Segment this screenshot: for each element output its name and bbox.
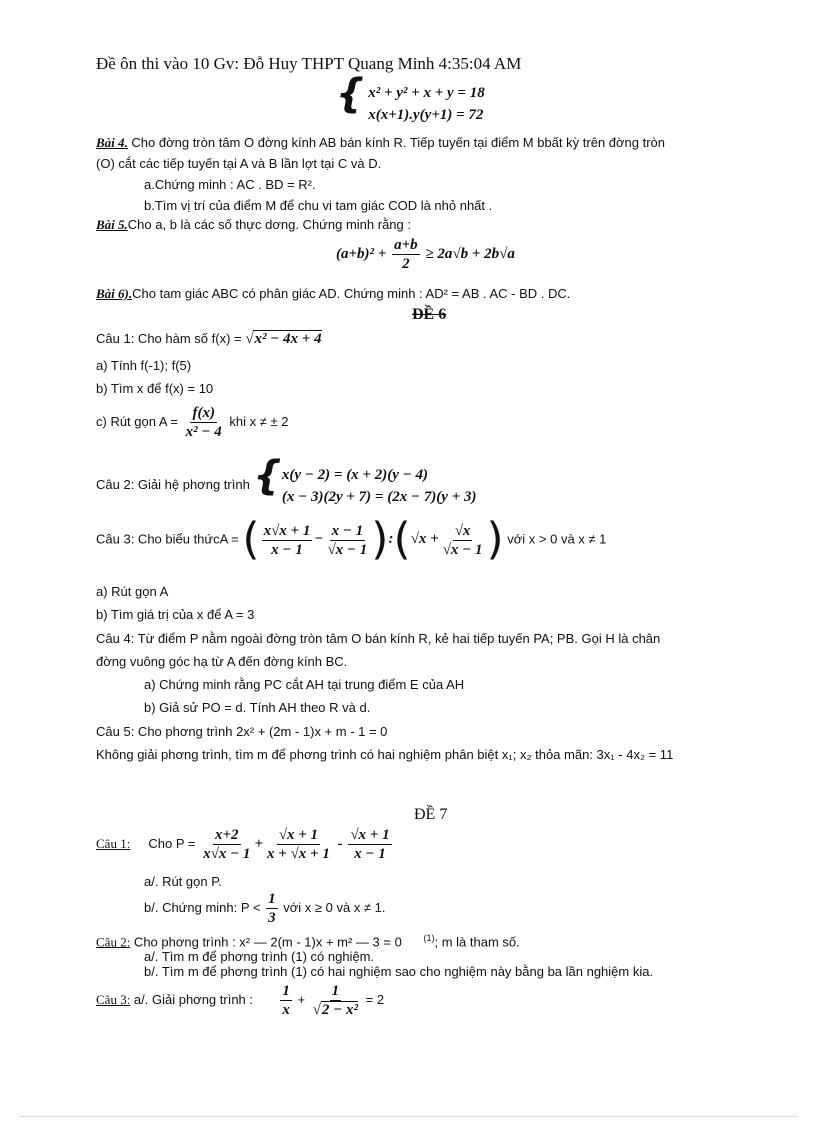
bai5-line: Bài 5.Cho a, b là các số thực dơng. Chứng minh rằng : xyxy=(96,217,411,232)
cau1-function: x² − 4x + 4 xyxy=(254,331,322,347)
top-equation-system: { x² + y² + x + y = 18 x(x+1).y(y+1) = 72 xyxy=(336,74,485,126)
bai4-line1: Bài 4. Cho đờng tròn tâm O đờng kính AB bán kính R. Tiếp tuyến tại điểm M bbất kỳ trên đờng tròn xyxy=(96,135,665,150)
de6-cau5: Câu 5: Cho phơng trình 2x² + (2m - 1)x + m - 1 = 0 xyxy=(96,724,388,739)
de7-cau2-a: a/. Tìm m để phơng trình (1) có nghiệm. xyxy=(144,949,375,964)
de6-cau4-b: b) Giả sử PO = d. Tính AH theo R và d. xyxy=(144,700,371,715)
cau2-eq-1: x(y − 2) = (x + 2)(y − 4) xyxy=(281,466,428,483)
de6-cau4-line2: đờng vuông góc hạ từ A đến đờng kính BC. xyxy=(96,654,348,669)
de6-cau3: Câu 3: Cho biểu thứcA = ( $\frac{x√x + 1}{x - 1}$ − $\frac{x - 1}{√x - 1}$ ):(√x + $\frac{√x}{√x - 1}$ ) với x > 0 và x ≠ 1 xyxy=(96,514,607,565)
de6-title: ĐỀ 6 xyxy=(412,306,447,323)
bai4-line2: (O) cắt các tiếp tuyến tại A và B lần lợt tại C và D. xyxy=(96,156,382,171)
bai6-line: Bài 6).Cho tam giác ABC có phân giác AD. Chứng minh : AD² = AB . AC - BD . DC. xyxy=(96,286,571,301)
de7-title: ĐỀ 7 xyxy=(414,806,448,823)
de7-cau2: Câu 2: Cho phơng trình : x² — 2(m - 1)x + m² — 3 = 0 $^{(1)}$; m là tham số. xyxy=(96,933,520,950)
bai4-part-a: a.Chứng minh : AC . BD = R². xyxy=(144,177,316,192)
bai4-part-b: b.Tìm vị trí của điểm M để chu vi tam giác COD là nhỏ nhất . xyxy=(144,198,493,213)
de6-cau3-a: a) Rút gọn A xyxy=(96,584,169,599)
bai5-label: Bài 5. xyxy=(96,217,128,232)
page-header: Đề ôn thi vào 10 Gv: Đỗ Huy THPT Quang Minh 4:35:04 AM xyxy=(96,54,522,73)
de6-cau4-a: a) Chứng minh rằng PC cắt AH tại trung điểm E của AH xyxy=(144,677,465,692)
de6-cau1: Câu 1: Cho hàm số f(x) = √x² − 4x + 4 xyxy=(96,331,322,347)
de6-cau1-b: b) Tìm x để f(x) = 10 xyxy=(96,381,214,396)
de6-cau5-line2: Không giải phơng trình, tìm m để phơng trình có hai nghiệm phân biệt x₁; x₂ thỏa mãn: 3x₁ - 4x₂ = 11 xyxy=(96,747,674,762)
bai4-label: Bài 4. xyxy=(96,135,128,150)
de7-cau2-b: b/. Tìm m để phơng trình (1) có hai nghiệm sao cho nghiệm này bằng ba lần nghiệm kia. xyxy=(144,964,654,979)
cau2-eq-2: (x − 3)(2y + 7) = (2x − 7)(y + 3) xyxy=(281,488,477,505)
de6-cau1-a: a) Tính f(-1); f(5) xyxy=(96,358,192,373)
de7-cau1-b: b/. Chứng minh: P < $\frac{1}{3}$ với x ≥ 0 và x ≠ 1. xyxy=(144,891,386,926)
de7-cau1-a: a/. Rút gọn P. xyxy=(144,874,222,889)
de6-cau4-line1: Câu 4: Từ điểm P nằm ngoài đờng tròn tâm O bán kính R, kẻ hai tiếp tuyến PA; PB. Gọi H là chân xyxy=(96,631,661,646)
de7-cau3: Câu 3: a/. Giải phơng trình : $\frac{1}{x}$ + $\frac{1}{\text{√2 − x²}}$ = 2 xyxy=(96,983,385,1018)
de6-cau2: Câu 2: Giải hệ phơng trình { x(y − 2) = (x + 2)(y − 4) (x − 3)(2y + 7) = (2x − 7)(y + 3) xyxy=(96,456,477,508)
de6-cau1-c: c) Rút gọn A = $\frac{f(x)}{\text{x² − 4}}$ khi x ≠ ± 2 xyxy=(96,405,289,440)
de6-cau3-b: b) Tìm giá trị của x để A = 3 xyxy=(96,607,255,622)
page-bottom-divider xyxy=(20,1116,796,1117)
system-eq-2: x(x+1).y(y+1) = 72 xyxy=(368,106,484,123)
de7-cau1: Câu 1: Cho P = $\frac{x+2}{x√x - 1}$ + $\frac{√x + 1}{x + √x + 1}$ - $\frac{√x + 1}{x - 1}$ xyxy=(96,827,390,862)
bai6-label: Bài 6). xyxy=(96,286,133,301)
system-eq-1: x² + y² + x + y = 18 xyxy=(368,84,485,101)
bai5-inequality: (a+b)² + $\frac{a+b}{2}$ ≥ 2a√b + 2b√a xyxy=(336,237,515,272)
